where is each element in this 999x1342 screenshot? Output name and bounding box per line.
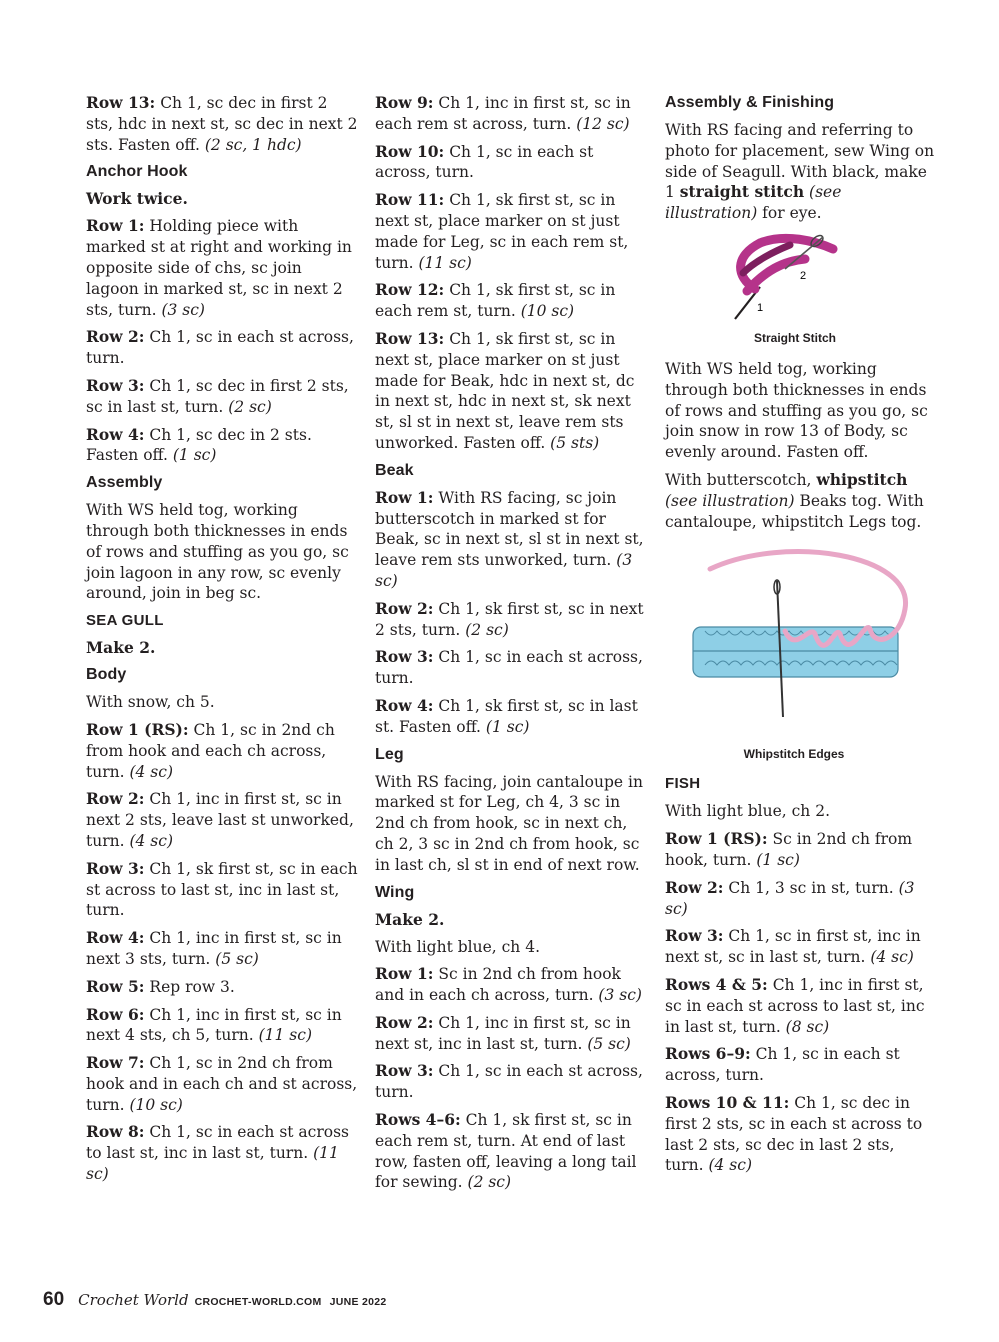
- row-label: Row 11:: [375, 190, 445, 210]
- instruction-text: Wing: [375, 883, 415, 901]
- stitch-count: (5 sts): [550, 433, 600, 452]
- instruction-text: Holding piece with marked st at right and working in opposite side of chs, sc join lagoon in marked st, sc in next 2 sts, turn.: [86, 217, 352, 319]
- row-label: Row 5:: [86, 976, 145, 996]
- instruction-text: Ch 1, sk first st, sc in each st across to last st, inc in last st, turn.: [86, 859, 358, 920]
- stitch-count: (4 sc): [870, 948, 914, 967]
- instruction-paragraph: [665, 359, 935, 463]
- stitch-count: (12 sc): [576, 114, 630, 133]
- section-heading: [375, 745, 650, 765]
- stitch-count: (3 sc): [665, 878, 915, 918]
- seagull-finishing-block: [665, 359, 935, 532]
- row-label: Row 3:: [375, 647, 434, 667]
- illustration-reference: (see illustration): [665, 183, 842, 223]
- instruction-text: Ch 1, 3 sc in st, turn.: [723, 878, 899, 897]
- instruction-text: With RS facing and referring to photo for placement, sew Wing on side of Seagull. With black, make 1: [665, 121, 935, 202]
- row-instruction: [86, 376, 358, 418]
- row-label: Row 1:: [86, 216, 145, 236]
- instruction-text: With WS held tog, working through both thicknesses in ends of rows and stuffing as you go, sc join snow in row 13 of Body, sc evenly around. Fasten off.: [665, 359, 928, 462]
- make-count: [375, 910, 650, 930]
- instruction-text: Anchor Hook: [86, 163, 188, 181]
- instruction-text: SEA GULL: [86, 612, 164, 630]
- row-instruction: [86, 1053, 358, 1115]
- page-number: 60: [43, 1289, 65, 1310]
- instruction-text: Ch 1, sc dec in first 2 sts, sc in last st, turn.: [86, 376, 349, 416]
- stitch-name: straight stitch: [679, 182, 805, 202]
- instruction-text: Make 2.: [375, 909, 445, 929]
- instruction-text: With light blue, ch 4.: [375, 937, 540, 956]
- stitch-count: (10 sc): [129, 1095, 183, 1114]
- row-instruction: [86, 789, 358, 851]
- instruction-text: Ch 1, sk first st, sc in each rem st, turn.: [375, 281, 616, 321]
- instruction-text: Ch 1, sc in first st, inc in next st, sc in last st, turn.: [665, 927, 921, 967]
- stitch-name: whipstitch: [816, 469, 908, 489]
- magazine-name: Crochet World: [78, 1291, 189, 1309]
- instruction-text: With RS facing, sc join butterscotch in marked st for Beak, sc in next st, sl st in next st, leave rem sts unworked, turn.: [375, 488, 644, 570]
- row-label: Rows 4 & 5:: [665, 974, 768, 994]
- stitch-count: (11 sc): [258, 1026, 312, 1045]
- row-label: Row 2:: [665, 877, 724, 897]
- section-heading: [375, 461, 650, 481]
- instruction-paragraph: [86, 500, 358, 604]
- stitch-count: (11 sc): [86, 1144, 339, 1184]
- instruction-text: Ch 1, sc in each st across, turn.: [86, 328, 354, 368]
- section-heading: [86, 665, 358, 685]
- instruction-text: With snow, ch 5.: [86, 693, 215, 712]
- row-label: Row 12:: [375, 280, 445, 300]
- row-instruction: [665, 1093, 935, 1176]
- instruction-text: FISH: [665, 775, 701, 793]
- stitch-count: (3 sc): [161, 300, 205, 319]
- instruction-paragraph: [665, 470, 935, 532]
- row-instruction: [86, 928, 358, 970]
- instruction-text: for eye.: [757, 204, 822, 223]
- row-label: Row 3:: [86, 375, 145, 395]
- instruction-paragraph: [86, 692, 358, 713]
- instruction-text: With WS held tog, working through both thicknesses in ends of rows and stuffing as you go, sc join lagoon in any row, sc evenly around, join in beg sc.: [86, 501, 349, 603]
- instruction-text: Work twice.: [86, 189, 188, 209]
- row-label: Row 1:: [375, 487, 434, 507]
- whipstitch-caption: Whipstitch Edges: [743, 747, 845, 762]
- row-instruction: [86, 859, 358, 921]
- whipstitch-figure: [665, 539, 935, 764]
- row-instruction: [375, 280, 650, 322]
- row-instruction: [86, 93, 358, 155]
- row-instruction: [665, 975, 935, 1037]
- instruction-text: Ch 1, sc in 2nd ch from hook and each ch across, turn.: [86, 720, 335, 781]
- fish-block: [665, 774, 935, 1176]
- row-instruction: [375, 964, 650, 1006]
- row-label: Row 3:: [665, 926, 724, 946]
- pattern-title: [86, 611, 358, 631]
- row-label: Row 9:: [375, 93, 434, 112]
- point-label-2: 2: [800, 269, 807, 282]
- section-heading: [665, 93, 935, 113]
- instruction-text: Ch 1, inc in first st, sc in next 2 sts, leave last st unworked, turn.: [86, 790, 354, 850]
- make-count: [86, 638, 358, 658]
- stitch-count: (8 sc): [785, 1017, 830, 1036]
- instruction-text: Ch 1, sc dec in 2 sts. Fasten off.: [86, 425, 312, 465]
- row-label: Row 4:: [86, 424, 145, 444]
- row-instruction: [375, 1110, 650, 1193]
- instruction-text: Ch 1, sc in each st across, turn.: [375, 1062, 643, 1102]
- instruction-paragraph: [375, 937, 650, 958]
- section-heading: [86, 473, 358, 493]
- row-instruction: [665, 878, 935, 920]
- instruction-text: Ch 1, sk first st, sc in next st, place marker on st just made for Beak, hdc in next st, dc in next st, hdc in next st, sk next st, sl st in next st, leave rem sts unworked. Fasten off.: [375, 329, 635, 452]
- instruction-text: Ch 1, sc in each st across, turn.: [375, 142, 594, 182]
- row-label: Row 10:: [375, 141, 445, 161]
- row-instruction: [375, 1061, 650, 1103]
- instruction-text: Body: [86, 666, 127, 684]
- stitch-count: (5 sc): [587, 1034, 631, 1053]
- instruction-text: Ch 1, inc in first st, sc in next st, inc in last st, turn.: [375, 1013, 631, 1053]
- instruction-text: Ch 1, sk first st, sc in next st, place marker on st just made for Leg, sc in each rem st, turn.: [375, 191, 629, 272]
- instruction-text: Rep row 3.: [144, 977, 235, 996]
- straight-stitch-caption: Straight Stitch: [753, 330, 836, 345]
- row-label: Row 2:: [86, 327, 145, 347]
- row-label: Row 2:: [375, 598, 434, 618]
- stitch-count: (2 sc): [465, 620, 509, 639]
- straight-stitch-illustration: [665, 231, 935, 331]
- row-instruction: [375, 647, 650, 689]
- instruction-text: Ch 1, sk first st, sc in next 2 sts, turn.: [375, 599, 644, 639]
- row-label: Row 4:: [86, 928, 145, 948]
- instruction-paragraph: [665, 120, 935, 224]
- row-label: Row 1 (RS):: [86, 719, 189, 739]
- column-right: [665, 93, 935, 1183]
- instruction-text: Ch 1, sk first st, sc in last st. Fasten off.: [375, 696, 638, 736]
- stitch-count: (3 sc): [375, 551, 633, 590]
- instruction-paragraph: [665, 801, 935, 822]
- row-label: Row 6:: [86, 1004, 145, 1024]
- row-label: Row 3:: [375, 1061, 434, 1081]
- row-label: Row 4:: [375, 695, 434, 715]
- instruction-text: With light blue, ch 2.: [665, 802, 830, 821]
- page-footer: [43, 1289, 387, 1311]
- row-instruction: [375, 142, 650, 184]
- row-label: Rows 10 & 11:: [665, 1092, 790, 1112]
- instruction-text: Assembly & Finishing: [665, 94, 835, 111]
- row-instruction: [665, 1044, 935, 1086]
- row-label: Row 3:: [86, 858, 145, 878]
- instruction-text: Assembly: [86, 474, 163, 492]
- stitch-count: (11 sc): [418, 253, 472, 272]
- row-label: Rows 6–9:: [665, 1044, 751, 1064]
- row-instruction: [665, 829, 935, 871]
- whipstitch-illustration: [665, 539, 935, 739]
- row-label: Row 1:: [375, 964, 434, 984]
- stitch-count: (2 sc, 1 hdc): [204, 135, 302, 154]
- stitch-count: (2 sc): [228, 397, 272, 416]
- row-label: Row 13:: [86, 93, 156, 112]
- column-middle: [375, 93, 650, 1200]
- issue-date: JUNE 2022: [329, 1296, 387, 1308]
- row-instruction: [375, 488, 650, 592]
- stitch-count: (3 sc): [598, 986, 642, 1005]
- stitch-count: (2 sc): [467, 1173, 512, 1192]
- illustration-reference: (see illustration): [665, 491, 795, 510]
- row-instruction: [86, 1005, 358, 1047]
- row-instruction: [86, 720, 358, 782]
- stitch-count: (4 sc): [129, 762, 173, 781]
- instruction-text: With butterscotch,: [665, 470, 817, 489]
- row-instruction: [375, 93, 650, 135]
- instruction-text: Ch 1, sc in each st across, turn.: [375, 648, 643, 688]
- stitch-count: (10 sc): [520, 302, 575, 321]
- stitch-count: (4 sc): [708, 1156, 752, 1175]
- row-instruction: [86, 216, 358, 320]
- row-label: Row 7:: [86, 1053, 145, 1073]
- instruction-text: Ch 1, sc in each st across to last st, inc in last st, turn.: [86, 1123, 349, 1163]
- row-instruction: [86, 1122, 358, 1184]
- row-instruction: [375, 696, 650, 738]
- section-heading: [86, 162, 358, 182]
- row-instruction: [86, 425, 358, 467]
- point-label-1: 1: [757, 301, 764, 314]
- instruction-text: Ch 1, sc dec in first 2 sts, sc in each st across to last 2 sts, sc dec in last 2 sts, turn.: [665, 1093, 923, 1175]
- instruction-text: Sc in 2nd ch from hook and in each ch across, turn.: [375, 965, 621, 1005]
- row-label: Row 1 (RS):: [665, 829, 768, 849]
- stitch-count: (1 sc): [485, 717, 530, 736]
- instruction-text: Beaks tog. With cantaloupe, whipstitch Legs tog.: [665, 491, 924, 531]
- row-instruction: [375, 1013, 650, 1055]
- stitch-count: (1 sc): [172, 446, 217, 465]
- instruction-text: Beak: [375, 461, 414, 479]
- straight-stitch-figure: [665, 231, 935, 349]
- instruction-text: Ch 1, inc in first st, sc in next 3 sts, turn.: [86, 929, 342, 968]
- row-instruction: [86, 327, 358, 369]
- instruction-text: Ch 1, inc in first st, sc in each rem st across, turn.: [375, 94, 631, 133]
- row-label: Row 2:: [375, 1012, 434, 1032]
- stitch-count: (5 sc): [215, 949, 259, 968]
- row-label: Rows 4–6:: [375, 1110, 461, 1130]
- stitch-count: (1 sc): [756, 850, 800, 869]
- instruction-text: With RS facing, join cantaloupe in marked st for Leg, ch 4, 3 sc in 2nd ch from hook, sc in next ch, ch 2, 3 sc in 2nd ch from hook, sc in last ch, sl st in end of next row.: [375, 772, 643, 874]
- instruction-text: Ch 1, sk first st, sc in each rem st, turn. At end of last row, fasten off, leaving a long tail for sewing.: [375, 1111, 637, 1192]
- section-heading: [375, 883, 650, 903]
- row-label: Row 2:: [86, 789, 145, 809]
- instruction-text: Sc in 2nd ch from hook, turn.: [665, 830, 913, 869]
- instruction-text: Leg: [375, 745, 404, 763]
- instruction-text: Make 2.: [86, 638, 156, 658]
- instruction-paragraph: [375, 772, 650, 876]
- row-instruction: [375, 599, 650, 641]
- row-instruction: [375, 329, 650, 454]
- make-count: [86, 189, 358, 209]
- instruction-text: Ch 1, inc in first st, sc in each st across to last st, inc in last st, turn.: [665, 975, 925, 1036]
- assembly-finishing-block: [665, 93, 935, 224]
- row-label: Row 8:: [86, 1122, 145, 1142]
- instruction-text: Ch 1, sc in each st across, turn.: [665, 1045, 900, 1085]
- column-left: [86, 93, 358, 1192]
- instruction-text: Ch 1, inc in first st, sc in next 4 sts, ch 5, turn.: [86, 1005, 342, 1045]
- row-label: Row 13:: [375, 328, 445, 348]
- instruction-text: Ch 1, sc in 2nd ch from hook and in each ch and st across, turn.: [86, 1054, 358, 1114]
- magazine-url: CROCHET-WORLD.COM: [194, 1296, 322, 1308]
- stitch-count: (4 sc): [129, 831, 173, 850]
- instruction-text: Ch 1, sc dec in first 2 sts, hdc in next st, sc dec in next 2 sts. Fasten off.: [86, 94, 358, 154]
- pattern-title: [665, 774, 935, 794]
- row-instruction: [375, 190, 650, 273]
- row-instruction: [86, 977, 358, 998]
- row-instruction: [665, 926, 935, 968]
